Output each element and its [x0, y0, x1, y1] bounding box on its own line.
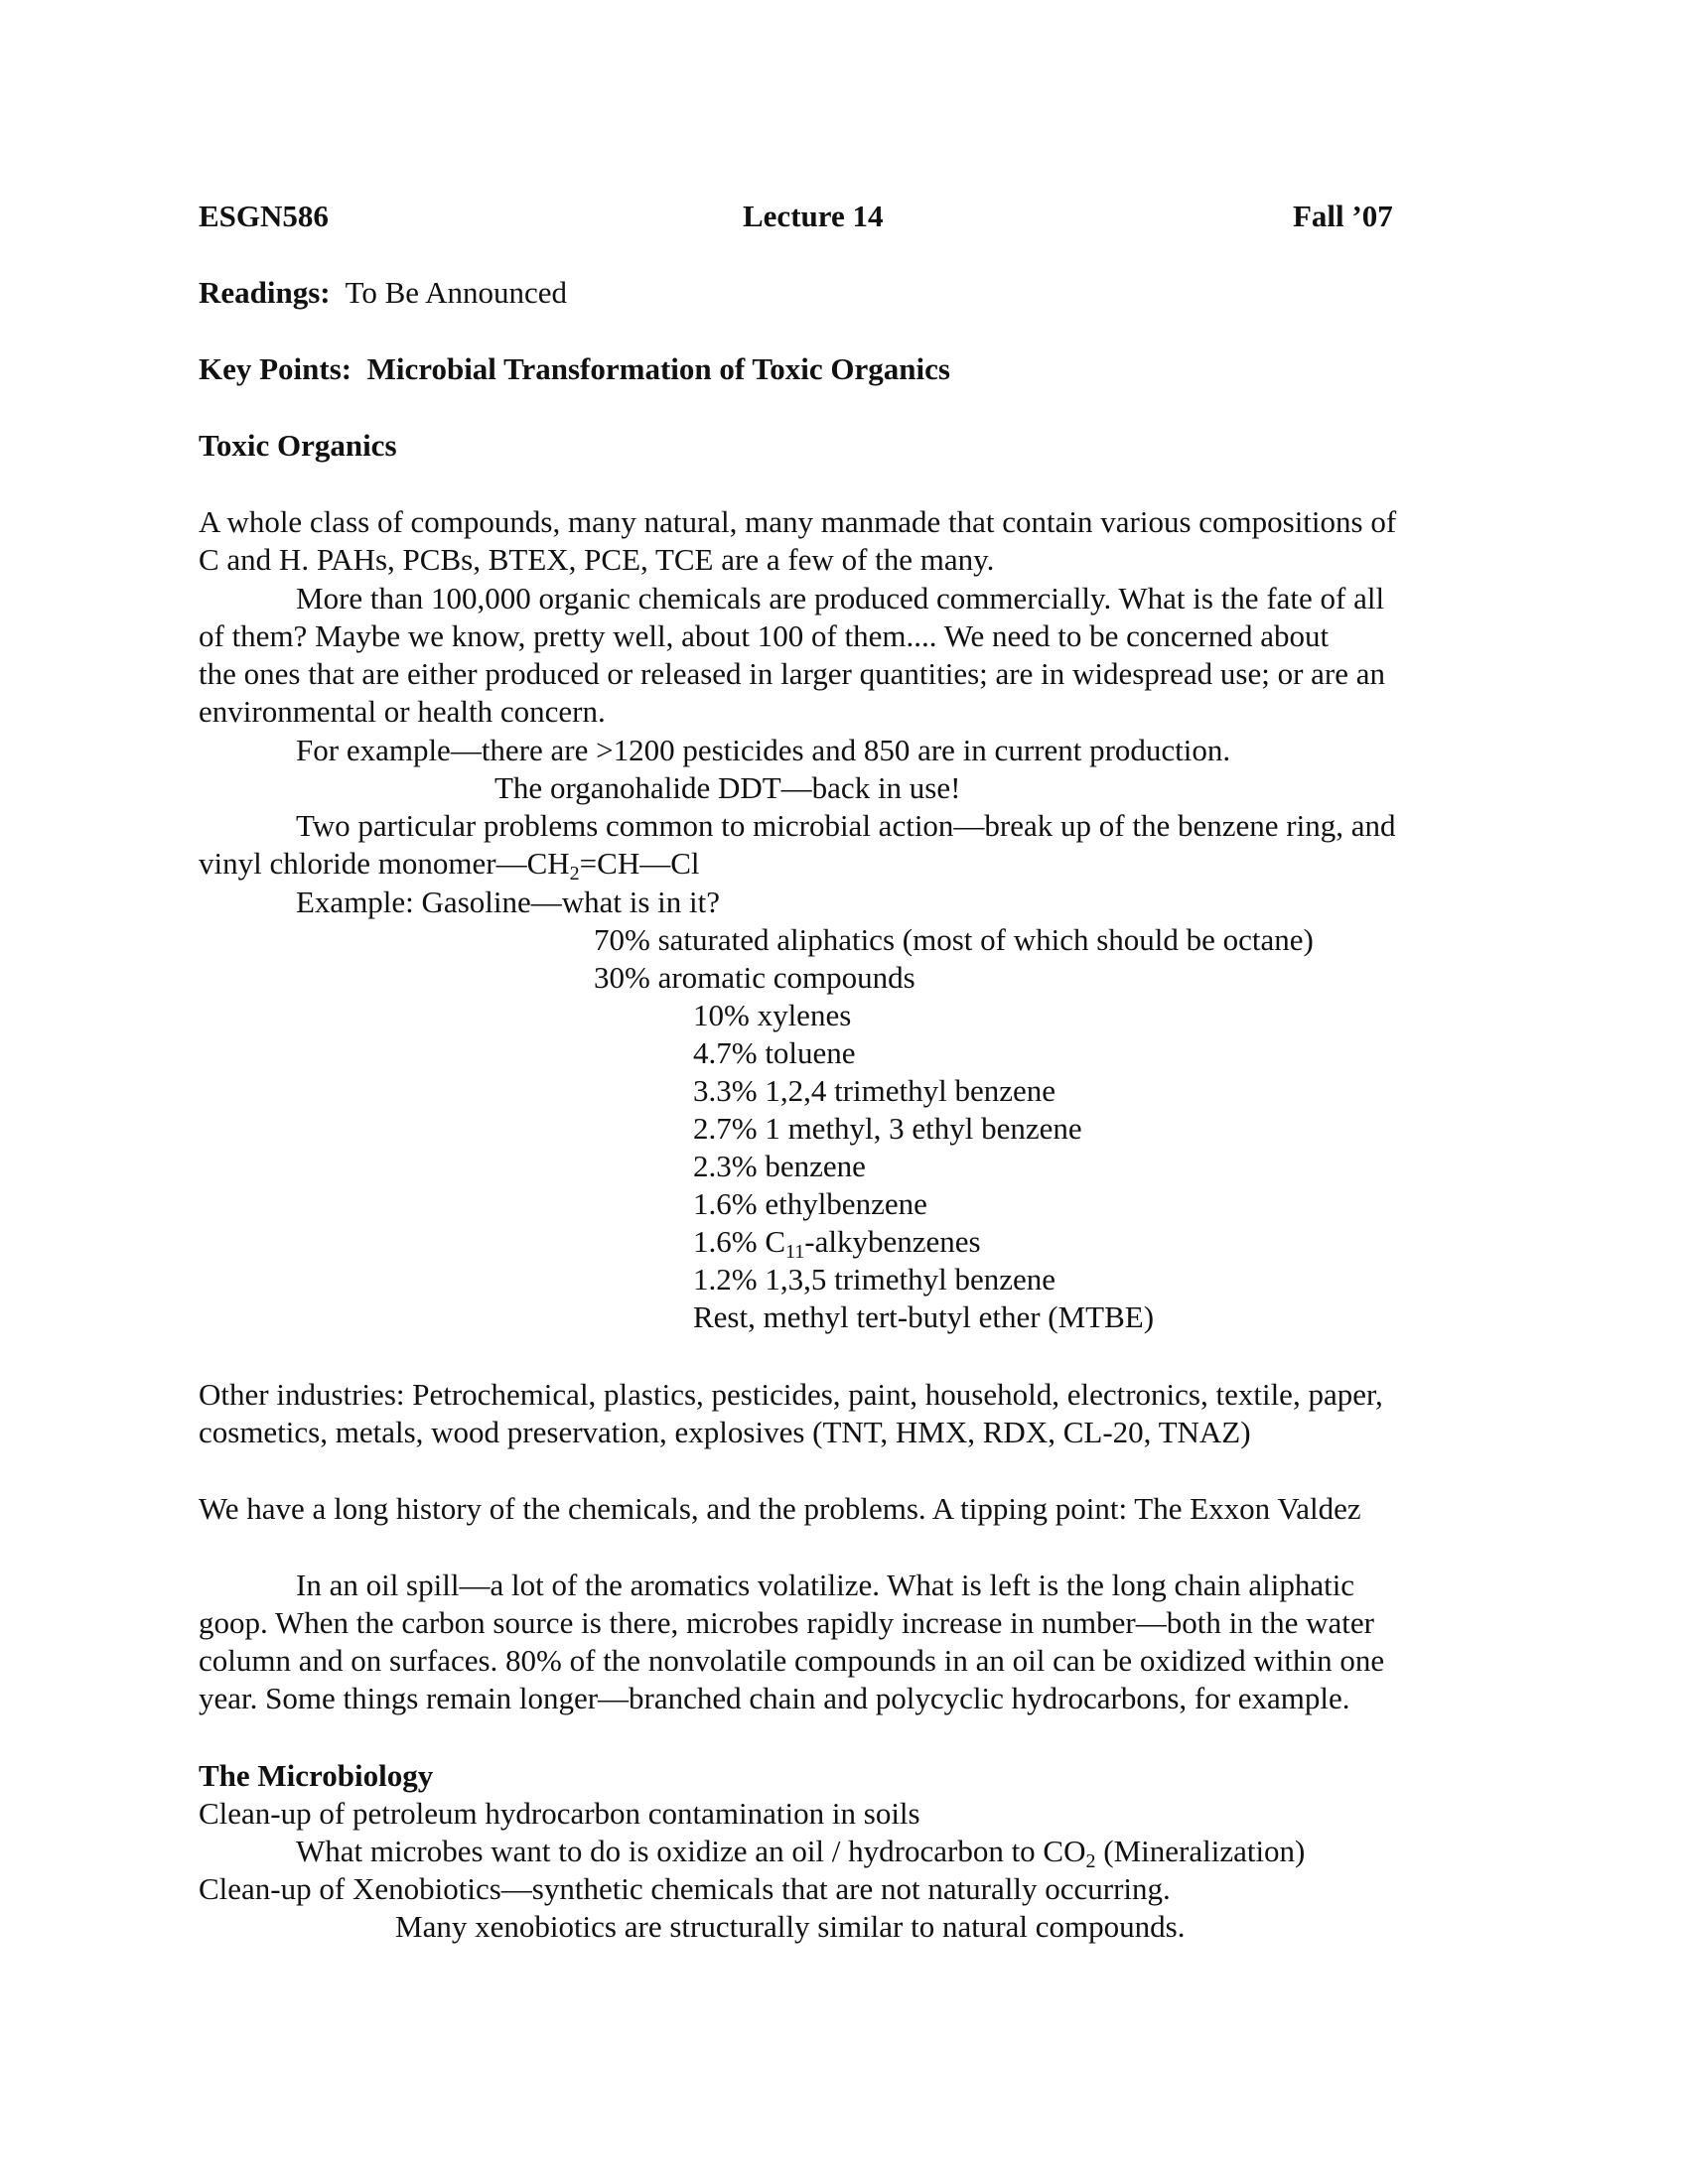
paragraph-line: environmental or health concern.: [199, 694, 606, 729]
paragraph-line: More than 100,000 organic chemicals are produced commercially. What is the fate of all: [296, 581, 1385, 615]
aromatic-item: 4.7% toluene: [693, 1035, 856, 1070]
gasoline-composition: 30% aromatic compounds: [594, 960, 915, 995]
paragraph-line: A whole class of compounds, many natural, many manmade that contain various compositions of: [199, 504, 1397, 539]
mineralization-text: What microbes want to do is oxidize an oil / hydrocarbon to CO: [296, 1834, 1086, 1868]
gasoline-composition: 70% saturated aliphatics (most of which should be octane): [594, 922, 1314, 957]
paragraph-line: We have a long history of the chemicals, and the problems. A tipping point: The Exxon Valdez: [199, 1491, 1361, 1526]
subscript: 11: [785, 1241, 805, 1263]
aromatic-item: 1.6% ethylbenzene: [693, 1186, 927, 1221]
readings-label: Readings:: [199, 275, 331, 310]
vinyl-chloride-text: vinyl chloride monomer—CH: [199, 846, 570, 881]
aromatic-item: Rest, methyl tert-butyl ether (MTBE): [693, 1299, 1155, 1334]
paragraph-line: [199, 845, 700, 883]
term: Fall ’07: [1293, 199, 1393, 233]
example-line: Example: Gasoline—what is in it?: [296, 885, 721, 919]
paragraph-line: C and H. PAHs, PCBs, BTEX, PCE, TCE are a few of the many.: [199, 542, 995, 577]
aromatic-item: [693, 1223, 981, 1261]
paragraph-line: of them? Maybe we know, pretty well, about 100 of them.... We need to be concerned about: [199, 618, 1330, 653]
c11-text: -alkybenzenes: [804, 1224, 981, 1259]
mineralization-text: (Mineralization): [1095, 1834, 1306, 1868]
paragraph-line: Many xenobiotics are structurally similar to natural compounds.: [395, 1909, 1186, 1944]
key-points-value: Microbial Transformation of Toxic Organics: [366, 351, 950, 386]
aromatic-item: 2.3% benzene: [693, 1149, 866, 1183]
aromatic-item: 10% xylenes: [693, 998, 852, 1032]
aromatic-item: 3.3% 1,2,4 trimethyl benzene: [693, 1073, 1056, 1108]
lecture-number: Lecture 14: [743, 199, 884, 233]
paragraph-line: cosmetics, metals, wood preservation, explosives (TNT, HMX, RDX, CL-20, TNAZ): [199, 1415, 1251, 1449]
paragraph-line: The organohalide DDT—back in use!: [494, 770, 961, 805]
c11-text: 1.6% C: [693, 1224, 785, 1259]
paragraph-line: Clean-up of Xenobiotics—synthetic chemicals that are not naturally occurring.: [199, 1871, 1171, 1906]
course-code: ESGN586: [199, 199, 329, 233]
readings-line: [199, 274, 567, 312]
paragraph-line: [296, 1833, 1305, 1870]
paragraph-line: column and on surfaces. 80% of the nonvolatile compounds in an oil can be oxidized within one: [199, 1643, 1385, 1678]
section-heading-microbiology: The Microbiology: [199, 1758, 434, 1793]
key-points-label: Key Points:: [199, 351, 352, 386]
paragraph-line: year. Some things remain longer—branched chain and polycyclic hydrocarbons, for example.: [199, 1681, 1350, 1715]
subscript: 2: [1085, 1850, 1096, 1872]
section-heading-toxic-organics: Toxic Organics: [199, 428, 397, 463]
vinyl-chloride-text: =CH—Cl: [579, 846, 700, 881]
paragraph-line: Two particular problems common to microbial action—break up of the benzene ring, and: [296, 808, 1396, 843]
subscript: 2: [569, 863, 580, 885]
paragraph-line: For example—there are >1200 pesticides and 850 are in current production.: [296, 733, 1231, 767]
paragraph-line: goop. When the carbon source is there, microbes rapidly increase in number—both in the water: [199, 1605, 1374, 1640]
aromatic-item: 1.2% 1,3,5 trimethyl benzene: [693, 1262, 1056, 1297]
paragraph-line: Clean-up of petroleum hydrocarbon contamination in soils: [199, 1796, 920, 1831]
aromatic-item: 2.7% 1 methyl, 3 ethyl benzene: [693, 1111, 1082, 1146]
readings-value: To Be Announced: [345, 275, 567, 310]
key-points-line: [199, 350, 950, 388]
paragraph-line: the ones that are either produced or released in larger quantities; are in widespread use; or are an: [199, 656, 1385, 691]
paragraph-line: Other industries: Petrochemical, plastics, pesticides, paint, household, electronics, textile, paper,: [199, 1377, 1383, 1412]
paragraph-line: In an oil spill—a lot of the aromatics volatilize. What is left is the long chain aliphatic: [296, 1568, 1355, 1602]
